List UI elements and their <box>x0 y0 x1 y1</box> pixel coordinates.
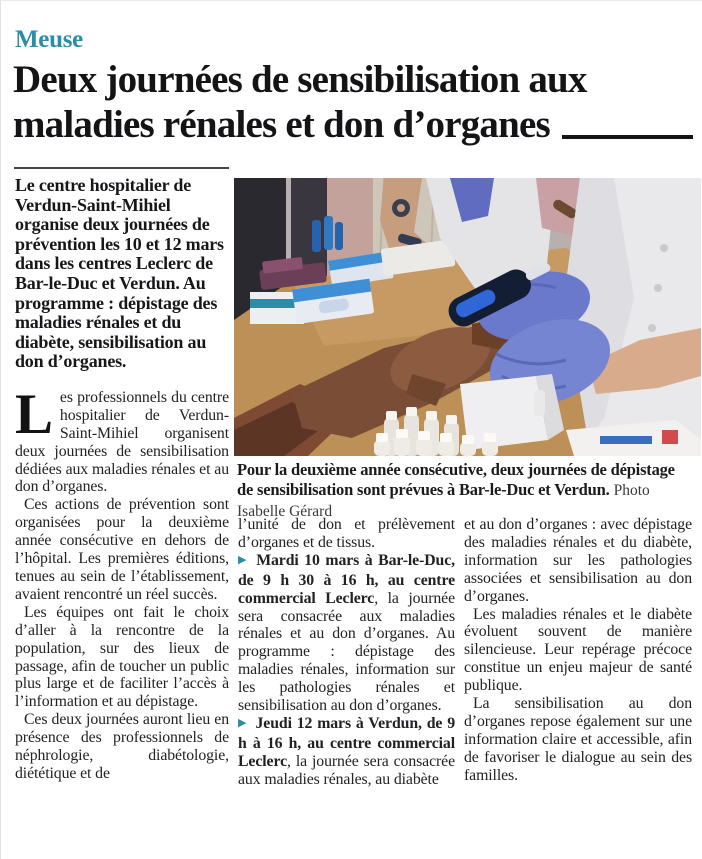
headline-baseline-rule <box>562 135 693 139</box>
paragraph: Les équipes ont fait le choix d’aller à la rencontre de la population, sur des lieux de passage, afin de toucher un public plus large et de faciliter l’accès à l’information et au dépistage. <box>15 603 229 711</box>
paragraph: et au don d’organes : avec dépistage des maladies rénales et du diabète, information sur les pathologies associées et sensibilisation au don d’organes. <box>464 516 692 605</box>
paragraph: Ces deux journées auront lieu en présence des professionnels de néphrologie, diabétologie, diététique et de <box>15 711 229 782</box>
standfirst-top-rule <box>14 167 229 169</box>
paragraph-text: es professionnels du centre hospitalier de Verdun-Saint-Mihiel organisent deux journées de sensibilisation dédiées aux maladies rénales et au don d’organes. <box>15 388 229 496</box>
event-paragraph <box>238 715 455 789</box>
column-1 <box>15 176 229 858</box>
paragraph: l’unité de don et prélèvement d’organes et de tissus. <box>238 516 455 551</box>
event-bold: Jeudi 12 mars à Verdun, de 9 h à 16 h, au centre commercial Leclerc <box>238 714 455 770</box>
headline-line1: Deux journées de sensibilisation aux <box>13 58 587 101</box>
paragraph <box>15 382 229 496</box>
column-1-body <box>15 382 229 783</box>
event-paragraph <box>238 552 455 715</box>
column-3 <box>464 516 692 859</box>
standfirst: Le centre hospitalier de Verdun-Saint-Mihiel organise deux journées de prévention les 10 et 12 mars dans les centres Leclerc de Bar-le-Duc et Verdun. Au programme : dépistage des maladies rénales et du diabète, sensibilisation au don d’organes. <box>15 176 224 372</box>
event-text: , la journée sera consacrée aux maladies rénales et au don d’organes. Au programme : dépistage des maladies rénales, information sur les pathologies rénales et sensibilisation au don d’organes. <box>238 589 455 715</box>
event-bold: Mardi 10 mars à Bar-le-Duc, de 9 h 30 à 16 h, au centre commercial Leclerc <box>238 551 455 607</box>
column-2 <box>238 516 455 859</box>
photo-credit: Photo Isabelle Gérard <box>237 481 650 520</box>
photo-caption <box>237 460 687 521</box>
article-headline <box>13 57 693 147</box>
section-kicker: Meuse <box>15 26 83 53</box>
headline-line2: maladies rénales et don d’organes <box>13 103 550 146</box>
paragraph: Les maladies rénales et le diabète évoluent souvent de manière silencieuse. Leur repérage précoce constitue un enjeu majeur de santé publique. <box>464 605 692 695</box>
article-photo <box>234 178 701 456</box>
bullet-arrow-icon: ▶ <box>238 553 249 566</box>
headline-line2-row <box>13 102 693 147</box>
paragraph: La sensibilisation au don d’organes repose également sur une information claire et accessible, afin de favoriser le dialogue au sein des familles. <box>464 695 692 784</box>
drop-cap: L <box>15 382 53 446</box>
event-text: , la journée sera consacrée aux maladies rénales, au diabète <box>238 752 455 788</box>
medical-testing-photo <box>234 178 701 456</box>
photo-caption-text: Pour la deuxième année consécutive, deux journées de dépistage de sensibilisation sont prévues à Bar-le-Duc et Verdun. <box>237 460 675 499</box>
paragraph: Ces actions de prévention sont organisées pour la deuxième année consécutive en dehors de l’hôpital. Les premières éditions, tenues au sein de l’établissement, avaient rencontré un réel succès. <box>15 496 229 603</box>
bullet-arrow-icon: ▶ <box>238 716 248 729</box>
